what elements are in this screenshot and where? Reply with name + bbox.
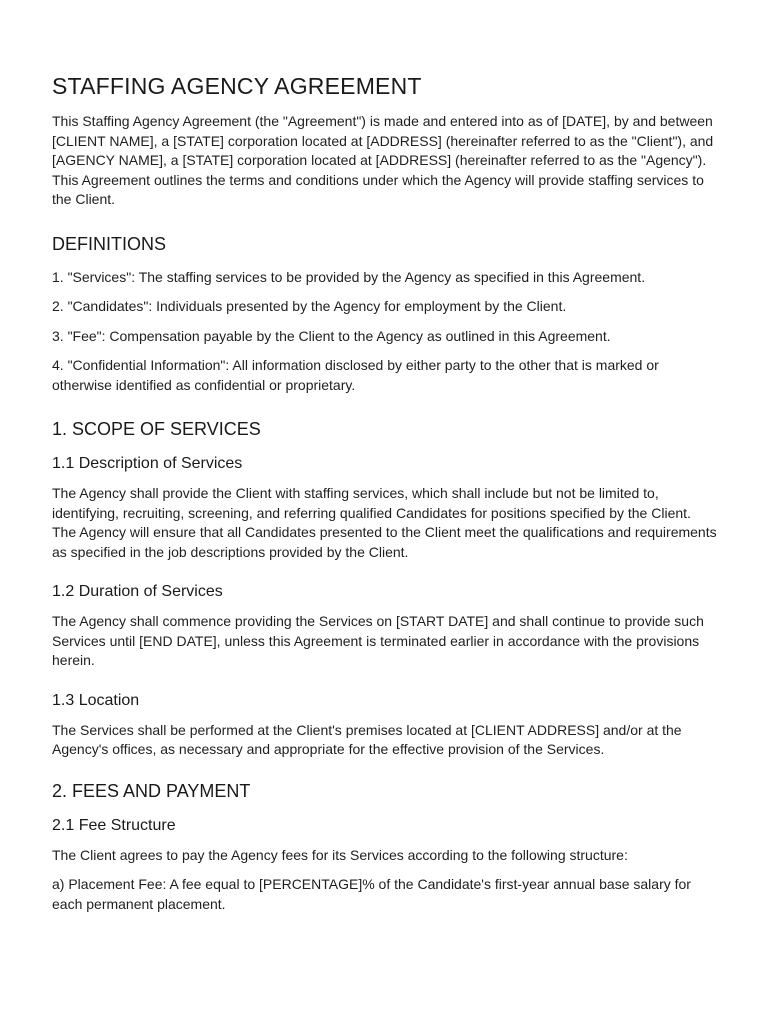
intro-paragraph: This Staffing Agency Agreement (the "Agreement") is made and entered into as of [DATE], by and between [CLIENT NAME], a [STATE] corporation located at [ADDRESS] (hereinafter referred to as the "Client"), and [AGENCY NAME], a [STATE] corporation located at [ADDRESS] (hereinafter referred to as the "Agency"). This Agreement outlines the terms and conditions under which the Agency will provide staffing services to the Client. [52, 113, 714, 207]
section-1-2-text: The Agency shall commence providing the Services on [START DATE] and shall continue to provide such Services until [END DATE], unless this Agreement is terminated earlier in accordance with the provisions herein. [52, 613, 704, 668]
section-2-1-text: The Client agrees to pay the Agency fees for its Services according to the following structure: [52, 846, 628, 863]
section-2-heading: 2. FEES AND PAYMENT [52, 780, 251, 801]
section-1-heading: 1. SCOPE OF SERVICES [52, 419, 261, 439]
section-1-3-heading: 1.3 Location [52, 691, 140, 709]
document-title: STAFFING AGENCY AGREEMENT [52, 73, 422, 99]
definition-item: 4. "Confidential Information": All information disclosed by either party to the other that is marked or otherwise identified as confidential or proprietary. [52, 357, 659, 393]
definition-item: 1. "Services": The staffing services to be provided by the Agency as specified in this Agreement. [52, 268, 646, 285]
section-1-1-text: The Agency shall provide the Client with staffing services, which shall include but not be limited to, identifying, recruiting, screening, and referring qualified Candidates for positions specified by the Client. The Agency will ensure that all Candidates presented to the Client meet the qualifications and requirements as specified in the job descriptions provided by the Client. [52, 485, 717, 560]
section-1-2-heading: 1.2 Duration of Services [52, 583, 223, 600]
definition-item: 2. "Candidates": Individuals presented by the Agency for employment by the Client. [52, 298, 567, 314]
section-2-1-heading: 2.1 Fee Structure [52, 816, 176, 834]
definition-item: 3. "Fee": Compensation payable by the Client to the Agency as outlined in this Agreement. [52, 327, 611, 344]
fee-item-a: a) Placement Fee: A fee equal to [PERCENTAGE]% of the Candidate's first-year annual base salary for each permanent placement. [52, 876, 691, 912]
definitions-heading: DEFINITIONS [52, 233, 167, 254]
section-1-3-text: The Services shall be performed at the Client's premises located at [CLIENT ADDRESS] and/or at the Agency's offices, as necessary and appropriate for the effective provision of the Services. [52, 721, 682, 757]
section-1-1-heading: 1.1 Description of Services [52, 455, 243, 472]
